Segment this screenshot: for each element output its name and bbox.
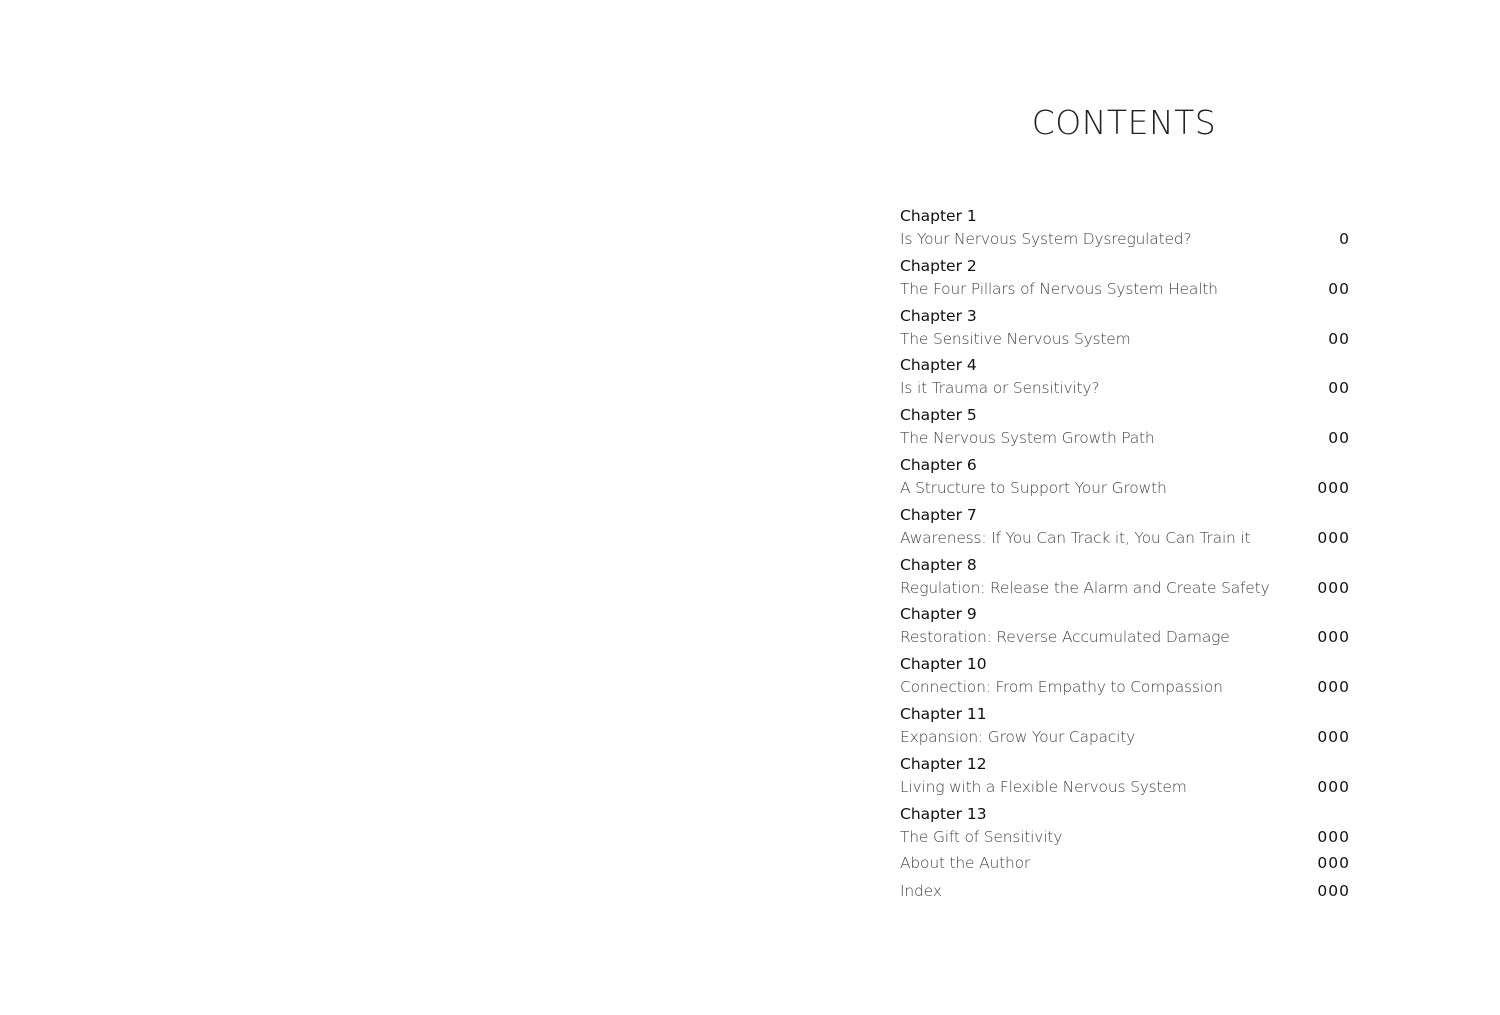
page-number: 000 bbox=[1317, 827, 1350, 846]
page-title-text: CONTENTS bbox=[1031, 103, 1217, 142]
toc-entry-about-the-author[interactable] bbox=[900, 854, 1350, 882]
page-number: 000 bbox=[1317, 528, 1350, 547]
chapter-title: The Four Pillars of Nervous System Health bbox=[900, 279, 1218, 298]
chapter-title: Expansion: Grow Your Capacity bbox=[900, 727, 1136, 746]
page-number: 000 bbox=[1317, 478, 1350, 497]
chapter-label: Chapter 3 bbox=[900, 306, 977, 325]
toc-entry-chapter-8[interactable] bbox=[900, 556, 1350, 606]
chapter-label: Chapter 10 bbox=[900, 655, 987, 674]
toc-entry-chapter-13[interactable] bbox=[900, 805, 1350, 855]
toc-entry-chapter-12[interactable] bbox=[900, 755, 1350, 805]
chapter-label: Chapter 11 bbox=[900, 704, 987, 723]
page-number: 000 bbox=[1317, 578, 1350, 597]
page-number: 000 bbox=[1317, 678, 1350, 697]
chapter-title: The Sensitive Nervous System bbox=[900, 329, 1131, 348]
page-number: 000 bbox=[1317, 854, 1350, 873]
page-number: 00 bbox=[1328, 379, 1350, 398]
chapter-title: The Nervous System Growth Path bbox=[900, 429, 1155, 448]
page-number: 00 bbox=[1328, 429, 1350, 448]
page-number: 00 bbox=[1328, 279, 1350, 298]
toc-entry-chapter-7[interactable] bbox=[900, 506, 1350, 556]
chapter-label: Chapter 12 bbox=[900, 754, 987, 773]
toc-entry-chapter-6[interactable] bbox=[900, 456, 1350, 506]
toc-entry-chapter-3[interactable] bbox=[900, 307, 1350, 357]
page-number: 00 bbox=[1328, 329, 1350, 348]
chapter-label: Chapter 2 bbox=[900, 256, 977, 275]
chapter-label: Chapter 13 bbox=[900, 804, 987, 823]
page-title bbox=[749, 103, 1499, 142]
page-number: 000 bbox=[1317, 882, 1350, 901]
toc-entry-chapter-1[interactable] bbox=[900, 207, 1350, 257]
chapter-label: Chapter 9 bbox=[900, 605, 977, 624]
chapter-title: Restoration: Reverse Accumulated Damage bbox=[900, 628, 1230, 647]
toc-entry-chapter-2[interactable] bbox=[900, 257, 1350, 307]
toc-entry-chapter-5[interactable] bbox=[900, 406, 1350, 456]
toc-entry-chapter-10[interactable] bbox=[900, 655, 1350, 705]
chapter-title: Connection: From Empathy to Compassion bbox=[900, 678, 1223, 697]
toc-entry-chapter-9[interactable] bbox=[900, 605, 1350, 655]
toc-entry-chapter-11[interactable] bbox=[900, 705, 1350, 755]
chapter-label: Chapter 6 bbox=[900, 455, 977, 474]
page-number: 0 bbox=[1339, 230, 1350, 248]
toc-entry-chapter-4[interactable] bbox=[900, 356, 1350, 406]
page-number: 000 bbox=[1317, 727, 1350, 746]
right-page bbox=[750, 0, 1500, 1015]
chapter-title: Regulation: Release the Alarm and Create Safety bbox=[900, 578, 1270, 597]
chapter-label: Chapter 4 bbox=[900, 356, 977, 375]
chapter-label: Chapter 7 bbox=[900, 505, 977, 524]
chapter-title: Living with a Flexible Nervous System bbox=[900, 777, 1187, 796]
chapter-label: Chapter 8 bbox=[900, 555, 977, 574]
table-of-contents bbox=[900, 207, 1350, 910]
chapter-title: Is Your Nervous System Dysregulated? bbox=[900, 230, 1192, 248]
back-matter-title: Index bbox=[900, 882, 942, 901]
chapter-title: A Structure to Support Your Growth bbox=[900, 478, 1167, 497]
page-number: 000 bbox=[1317, 777, 1350, 796]
chapter-label: Chapter 1 bbox=[900, 207, 977, 225]
chapter-title: Awareness: If You Can Track it, You Can Train it bbox=[900, 528, 1251, 547]
chapter-label: Chapter 5 bbox=[900, 406, 977, 425]
chapter-title: Is it Trauma or Sensitivity? bbox=[900, 379, 1100, 398]
back-matter-title: About the Author bbox=[900, 854, 1031, 873]
page-number: 000 bbox=[1317, 628, 1350, 647]
chapter-title: The Gift of Sensitivity bbox=[900, 827, 1063, 846]
toc-entry-index[interactable] bbox=[900, 882, 1350, 910]
